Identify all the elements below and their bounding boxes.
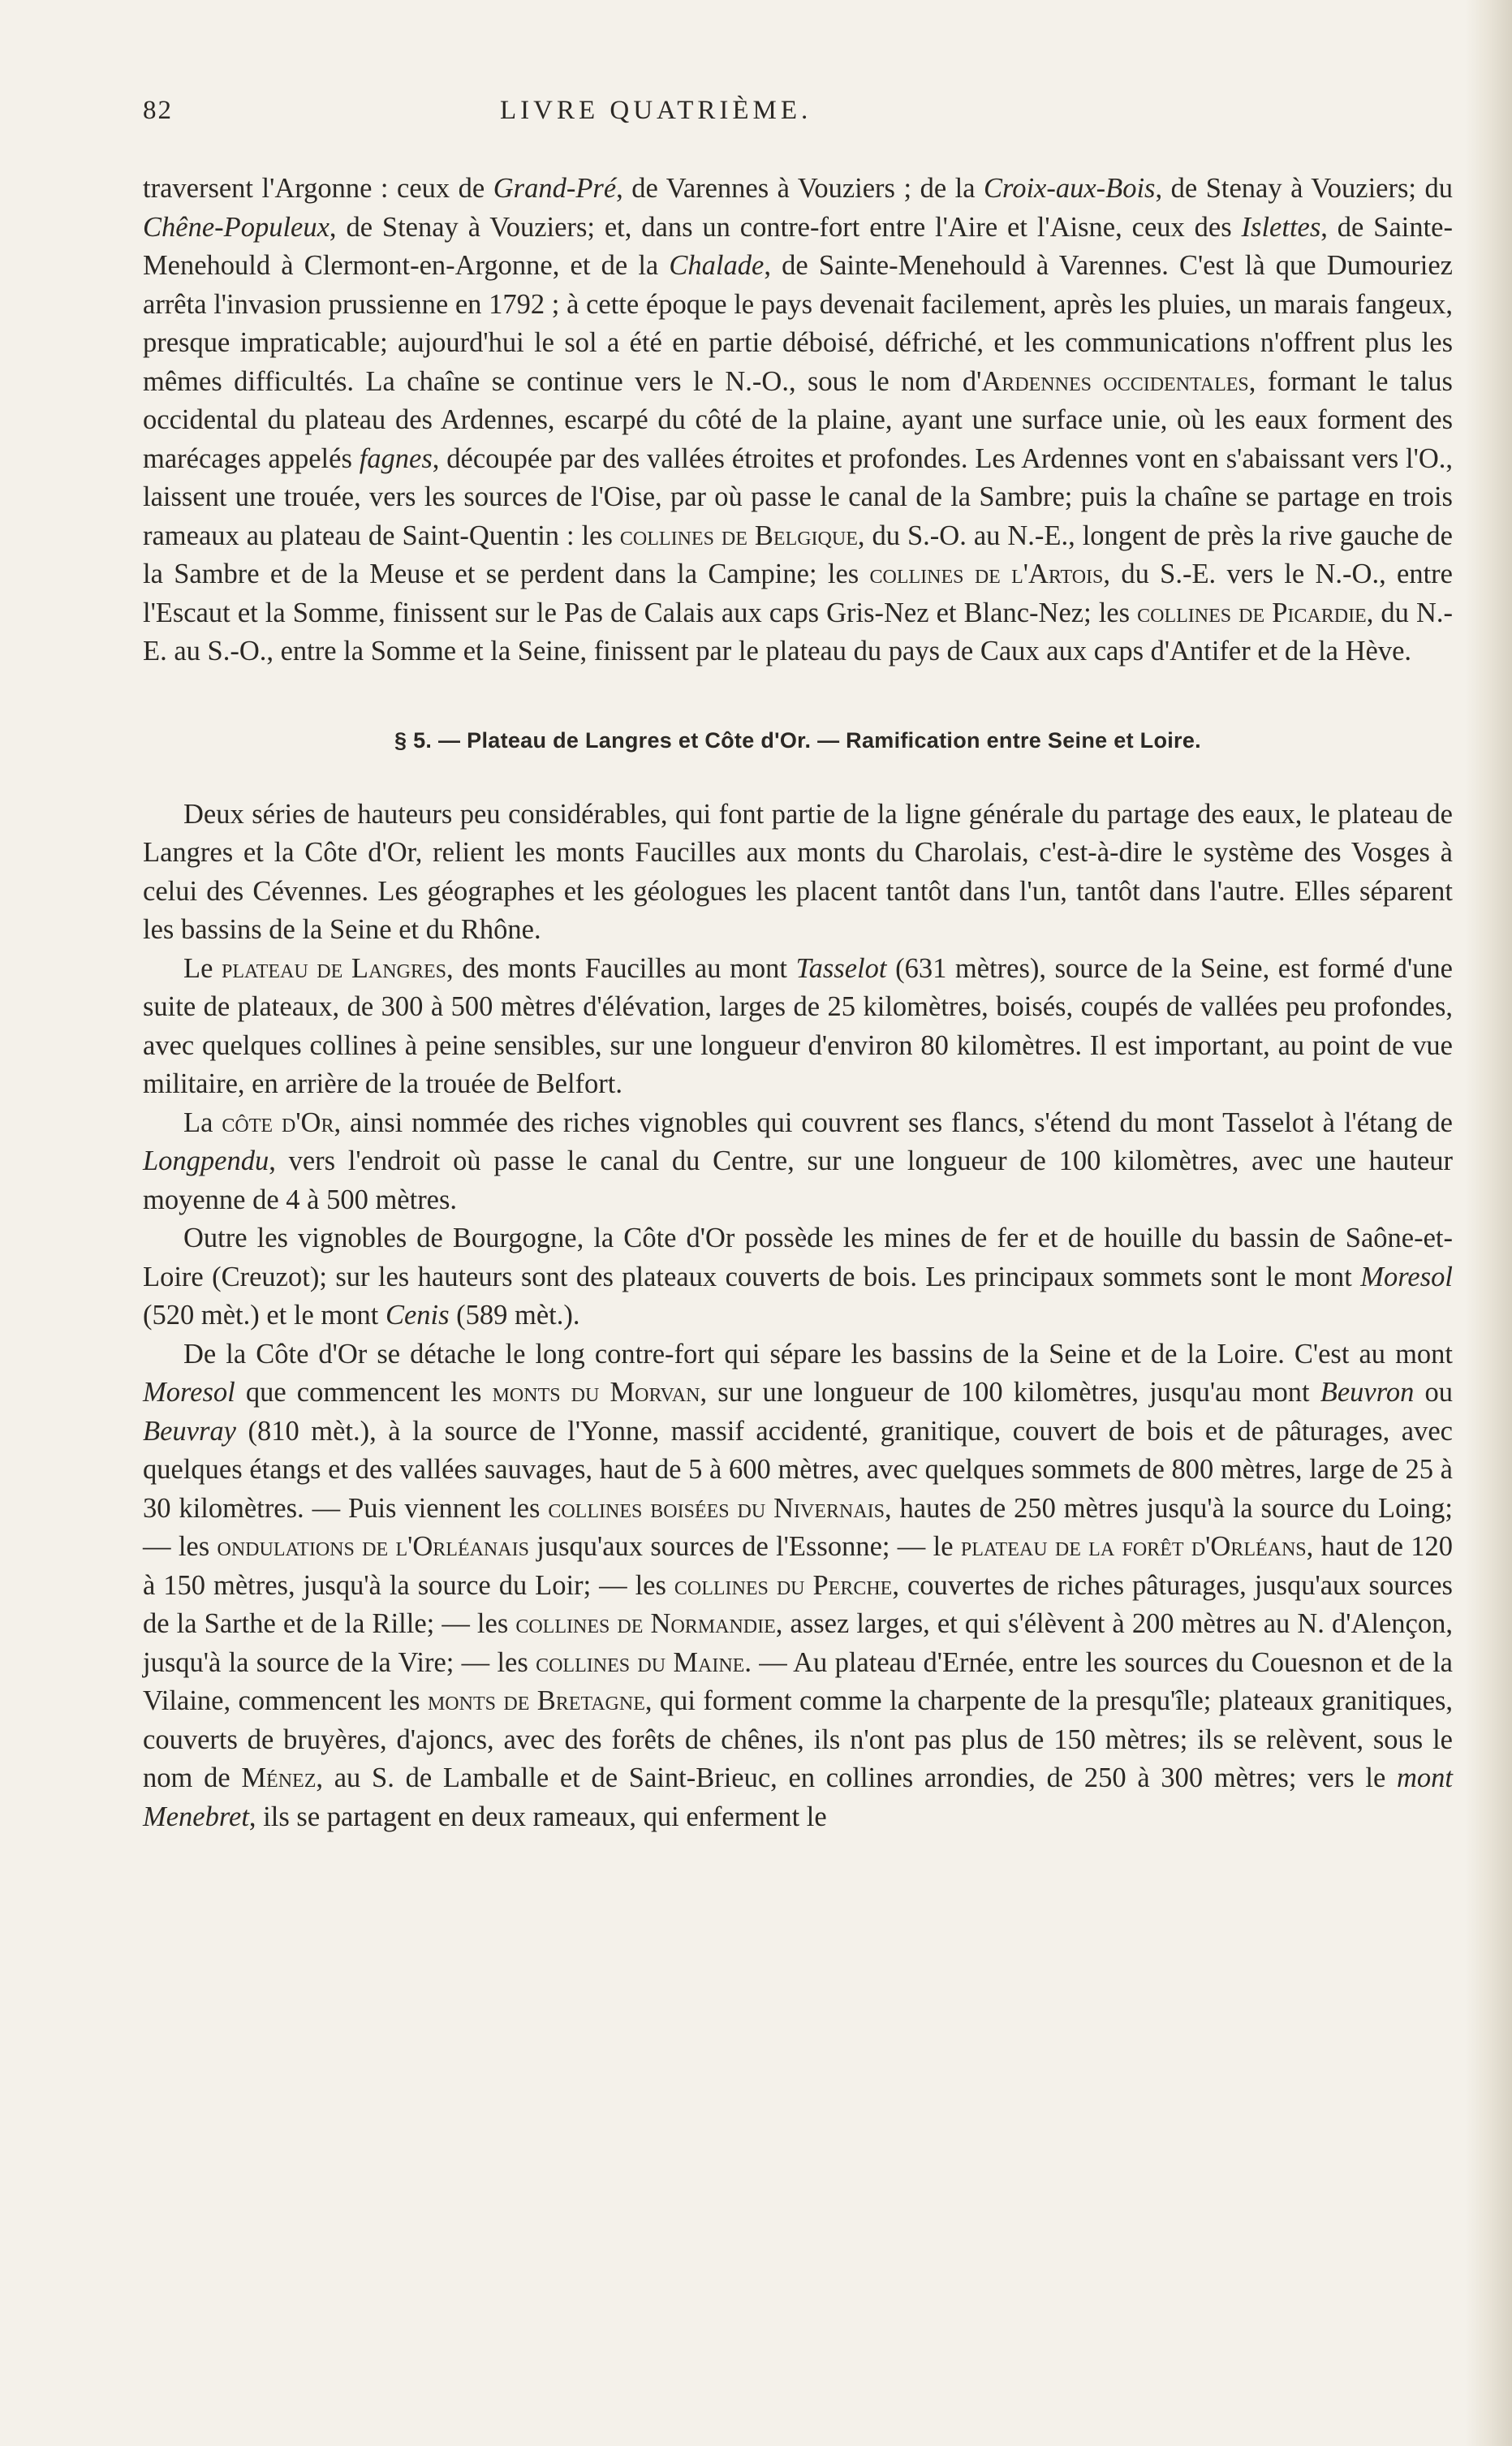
italic-term: Moresol [143,1377,235,1408]
italic-term: Chalade [669,250,765,281]
italic-term: Moresol [1360,1261,1453,1292]
small-caps-term: collines de Picardie [1137,597,1367,628]
small-caps-term: collines du Perche [674,1569,893,1601]
paragraph: traversent l'Argonne : ceux de Grand-Pré, de Varennes à Vouziers ; de la Croix-aux-Bois, de Stenay à Vouziers; du Chêne-Populeux, de Stenay à Vouziers; et, dans un contre-fort entre l'Aire et l'Aisne, ceux des Islettes, de Sainte-Menehould à Clermont-en-Argonne, et de la Chalade, de Sainte-Menehould à Varennes. C'est là que Dumouriez arrêta l'invasion prussienne en 1792 ; à cette époque le pays devenait facilement, après les pluies, un marais fangeux, presque impraticable; aujourd'hui le sol a été en partie déboisé, défriché, et les communications n'offrent plus les mêmes difficultés. La chaîne se continue vers le N.-O., sous le nom d'Ardennes occidentales, formant le talus occidental du plateau des Ardennes, escarpé du côté de la plaine, ayant une surface unie, où les eaux forment des marécages appelés fagnes, découpée par des vallées étroites et profondes. Les Ardennes vont en s'abaissant vers l'O., laissent une trouée, vers les sources de l'Oise, par où passe le canal de la Sambre; puis la chaîne se partage en trois rameaux au plateau de Saint-Quentin : les collines de Belgique, du S.-O. au N.-E., longent de près la rive gauche de la Sambre et de la Meuse et se perdent dans la Campine; les collines de l'Artois, du S.-E. vers le N.-O., entre l'Escaut et la Somme, finissent sur le Pas de Calais aux caps Gris-Nez et Blanc-Nez; les collines de Picardie, du N.-E. au S.-O., entre la Somme et la Seine, finissent par le plateau du pays de Caux aux caps d'Antifer et de la Hève. [143,173,1454,667]
running-head: LIVRE QUATRIÈME. [500,96,812,125]
page-header [143,96,1453,126]
italic-term: Beuvron [1320,1377,1415,1408]
section-heading: § 5. — Plateau de Langres et Côte d'Or. — Ramification entre Seine et Loire. [394,727,1201,753]
small-caps-term: monts de Bretagne [427,1685,645,1716]
small-caps-term: collines de Belgique [619,520,858,551]
paragraph: Deux séries de hauteurs peu considérables, qui font partie de la ligne générale du partage des eaux, le plateau de Langres et la Côte d'Or, relient les monts Faucilles aux monts du Charolais, c'est-à-dire le système des Vosges à celui des Cévennes. Les géographes et les géologues les placent tantôt dans l'un, tantôt dans l'autre. Elles séparent les bassins de la Seine et du Rhône. [143,798,1453,945]
italic-term: Croix-aux-Bois [984,173,1156,204]
paragraph: Le plateau de Langres, des monts Faucilles au mont Tasselot (631 mètres), source de la Seine, est formé d'une suite de plateaux, de 300 à 500 mètres d'élévation, larges de 25 kilomètres, boisés, coupés de vallées peu profondes, avec quelques collines à peine sensibles, sur une longueur d'environ 80 kilomètres. Il est important, au point de vue militaire, en arrière de la trouée de Belfort. [143,952,1453,1099]
italic-term: Longpendu [143,1145,269,1176]
small-caps-term: collines de l'Artois [869,559,1104,589]
small-caps-term: monts du Morvan [492,1377,700,1408]
paragraph: Outre les vignobles de Bourgogne, la Côte d'Or possède les mines de fer et de houille du bassin de Saône-et-Loire (Creuzot); sur les hauteurs sont des plateaux couverts de bois. Les principaux sommets sont le mont Moresol (520 mèt.) et le mont Cenis (589 mèt.). [143,1223,1453,1331]
small-caps-term: collines de Normandie [515,1608,776,1639]
small-caps-term: collines du Maine [536,1646,745,1678]
small-caps-term: côte d'Or [222,1107,334,1138]
small-caps-term: collines boisées du Nivernais [548,1492,885,1524]
small-caps-term: ondulations de l'Orléanais [217,1531,529,1562]
italic-term: Beuvray [143,1415,236,1447]
small-caps-term: Ardennes occidentales [981,365,1249,397]
italic-term: fagnes [359,442,433,474]
italic-term: Islettes [1241,211,1321,243]
italic-term: mont Menebret [143,1762,1453,1832]
small-caps-term: plateau de Langres [222,952,446,984]
italic-term: Chêne-Populeux [143,211,330,243]
small-caps-term: plateau de la forêt d'Orléans [960,1531,1307,1562]
page-number: 82 [143,96,173,125]
page-gutter-shadow [1465,0,1512,2446]
italic-term: Grand-Pré [493,173,617,204]
italic-term: Cenis [385,1300,450,1331]
paragraph: De la Côte d'Or se détache le long contre-fort qui sépare les bassins de la Seine et de la Loire. C'est au mont Moresol que commencent les monts du Morvan, sur une longueur de 100 kilomètres, jusqu'au mont Beuvron ou Beuvray (810 mèt.), à la source de l'Yonne, massif accidenté, granitique, couvert de bois et de pâturages, avec quelques étangs et des vallées sauvages, haut de 5 à 600 mètres, avec quelques sommets de 800 mètres, large de 25 à 30 kilomètres. — Puis viennent les collines boisées du Nivernais, hautes de 250 mètres jusqu'à la source du Loing; — les ondulations de l'Orléanais jusqu'aux sources de l'Essonne; — le plateau de la forêt d'Orléans, haut de 120 à 150 mètres, jusqu'à la source du Loir; — les collines du Perche, couvertes de riches pâturages, jusqu'aux sources de la Sarthe et de la Rille; — les collines de Normandie, assez larges, et qui s'élèvent à 200 mètres au N. d'Alençon, jusqu'à la source de la Vire; — les collines du Maine. — Au plateau d'Ernée, entre les sources du Couesnon et de la Vilaine, commencent les monts de Bretagne, qui forment comme la charpente de la presqu'île; plateaux granitiques, couverts de bruyères, d'ajoncs, avec des forêts de chênes, ils n'ont pas plus de 150 mètres; ils se relèvent, sous le nom de Ménez, au S. de Lamballe et de Saint-Brieuc, en collines arrondies, de 250 à 300 mètres; vers le mont Menebret, ils se partagent en deux rameaux, qui enferment le [143,1338,1454,1832]
italic-term: Tasselot [795,952,887,984]
small-caps-term: Ménez [241,1762,317,1793]
paragraph: La côte d'Or, ainsi nommée des riches vignobles qui couvrent ses flancs, s'étend du mont Tasselot à l'étang de Longpendu, vers l'endroit où passe le canal du Centre, sur une longueur de 100 kilomètres, avec une hauteur moyenne de 4 à 500 mètres. [143,1107,1453,1215]
